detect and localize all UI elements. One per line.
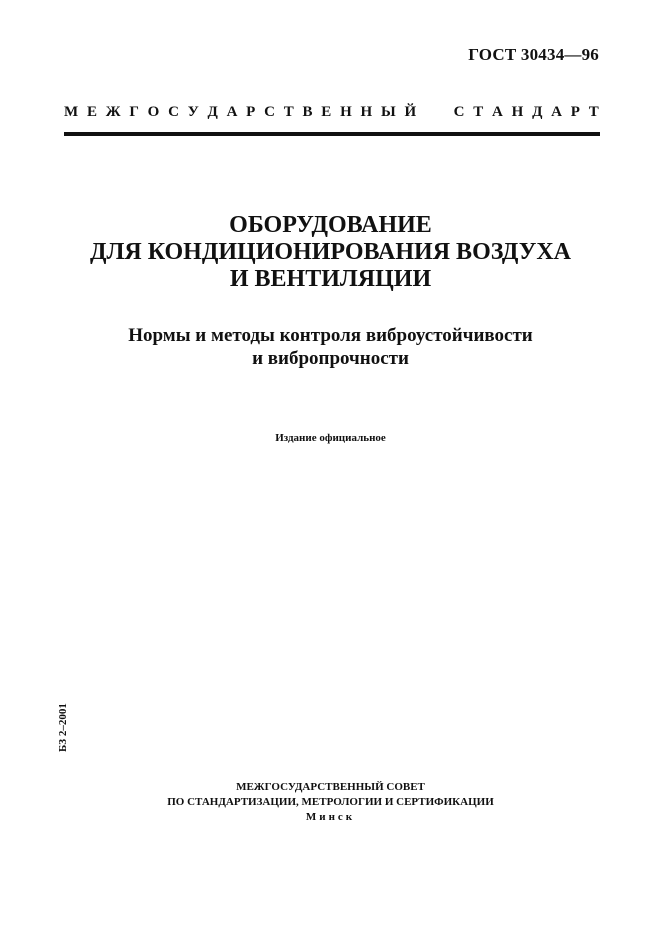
title-line-2: ДЛЯ КОНДИЦИОНИРОВАНИЯ ВОЗДУХА	[89, 239, 572, 265]
publisher-city: Минск	[305, 811, 356, 823]
document-title	[0, 212, 661, 293]
publisher-block	[0, 780, 661, 825]
title-line-1: ОБОРУДОВАНИЕ	[229, 212, 432, 238]
publisher-line-2: ПО СТАНДАРТИЗАЦИИ, МЕТРОЛОГИИ И СЕРТИФИКАЦИИ	[167, 796, 494, 808]
standard-type-heading: М Е Ж Г О С У Д А Р С Т В Е Н Н Ы Й С Т А Н Д А Р Т	[64, 104, 599, 120]
side-code: БЗ 2–2001	[57, 703, 69, 752]
edition-note: Издание официальное	[275, 432, 386, 444]
subtitle-line-2: и вибропрочности	[252, 348, 409, 369]
document-subtitle	[0, 324, 661, 370]
publisher-line-1: МЕЖГОСУДАРСТВЕННЫЙ СОВЕТ	[236, 781, 425, 793]
subtitle-line-1: Нормы и методы контроля виброустойчивости	[128, 325, 533, 346]
title-line-3: И ВЕНТИЛЯЦИИ	[229, 266, 432, 292]
document-code: ГОСТ 30434—96	[468, 45, 599, 64]
header-rule	[64, 132, 600, 136]
